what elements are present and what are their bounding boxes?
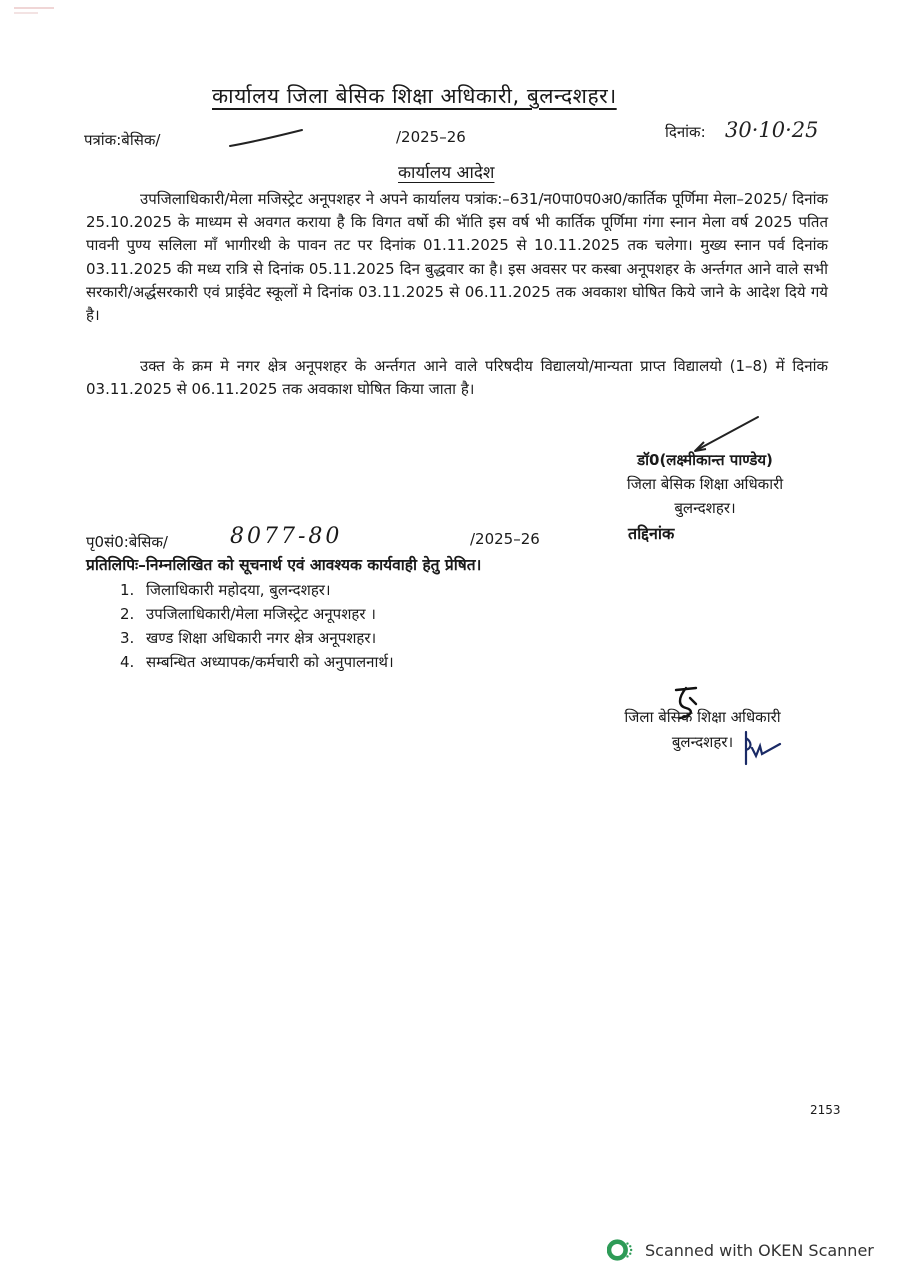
handwritten-date: 30·10·25 xyxy=(725,118,819,142)
list-item: 1. जिलाधिकारी महोदया, बुलन्दशहर। xyxy=(120,581,331,599)
copy-heading: प्रतिलिपिः–निम्नलिखित को सूचनार्थ एवं आवश्यक कार्यवाही हेतु प्रेषित। xyxy=(86,556,482,574)
paragraph-1-text: उपजिलाधिकारी/मेला मजिस्ट्रेट अनूपशहर ने अपने कार्यालय पत्रांक:–631/न0पा0प0अ0/कार्तिक पूर्णिमा मेला–2025/ दिनांक 25.10.2025 के माध्यम से अवगत कराया है कि विगत वर्षो की भॅाति इस वर्ष भी कार्तिक पूर्णिमा गंगा स्नान मेला वर्ष 2025 पतित पावनी पुण्य सलिला माॅं भागीरथी के पावन तट पर दिनांक 01.11.2025 से 10.11.2025 तक चलेगा। मुख्य स्नान पर्व दिनांक 03.11.2025 की मध्य रात्रि से दिनांक 05.11.2025 दिन बुद्धवार का है। इस अवसर पर कस्बा अनूपशहर के अर्न्तगत आने वाले सभी सरकारी/अर्द्धसरकारी एवं प्राईवेट स्कूलों मे दिनांक 03.11.2025 से 06.11.2025 तक अवकाश घोषित किये जाने के आदेश दिये गये है। xyxy=(86,190,828,325)
copy-reference-year: /2025–26 xyxy=(470,530,540,548)
order-title: कार्यालय आदेश xyxy=(398,163,495,183)
oken-scanner-logo-icon xyxy=(607,1238,635,1262)
dated-label: तद्दिनांक xyxy=(628,524,675,543)
scanner-watermark xyxy=(607,1238,874,1262)
signature-block xyxy=(595,448,815,520)
reference-year: /2025–26 xyxy=(396,128,466,146)
handwritten-reference-stroke xyxy=(228,128,308,150)
date-label: दिनांक: xyxy=(665,123,706,141)
faint-stamp-mark xyxy=(14,4,54,18)
office-title: कार्यालय जिला बेसिक शिक्षा अधिकारी, बुलन्दशहर। xyxy=(212,84,617,108)
signatory-location-2: बुलन्दशहर। xyxy=(671,733,734,751)
signatory-name: डॉ0(लक्ष्मीकान्त पाण्डेय) xyxy=(637,451,773,469)
handwritten-signature xyxy=(740,728,782,768)
list-item: 2. उपजिलाधिकारी/मेला मजिस्ट्रेट अनूपशहर । xyxy=(120,605,376,623)
copy-reference-number: 8077-80 xyxy=(230,524,343,549)
signatory-designation-2: जिला बेसिक शिक्षा अधिकारी xyxy=(624,708,781,726)
signatory-location: बुलन्दशहर। xyxy=(674,499,736,517)
order-paragraph-2 xyxy=(86,355,828,401)
signatory-designation: जिला बेसिक शिक्षा अधिकारी xyxy=(626,475,784,493)
order-paragraph-1 xyxy=(86,188,828,327)
page-code: 2153 xyxy=(810,1103,841,1117)
reference-label: पत्रांक:बेसिक/ xyxy=(84,131,161,149)
copy-reference-label: पृ0सं0:बेसिक/ xyxy=(86,533,168,551)
scanner-text: Scanned with OKEN Scanner xyxy=(645,1240,874,1260)
list-item: 4. सम्बन्धित अध्यापक/कर्मचारी को अनुपालनार्थ। xyxy=(120,653,394,671)
list-item: 3. खण्ड शिक्षा अधिकारी नगर क्षेत्र अनूपशहर। xyxy=(120,629,377,647)
paragraph-2-text: उक्त के क्रम मे नगर क्षेत्र अनूपशहर के अर्न्तगत आने वाले परिषदीय विद्यालयो/मान्यता प्राप्त विद्यालयो (1–8) में दिनांक 03.11.2025 से 06.11.2025 तक अवकाश घोषित किया जाता है। xyxy=(86,357,828,399)
recipient-list xyxy=(120,578,394,674)
